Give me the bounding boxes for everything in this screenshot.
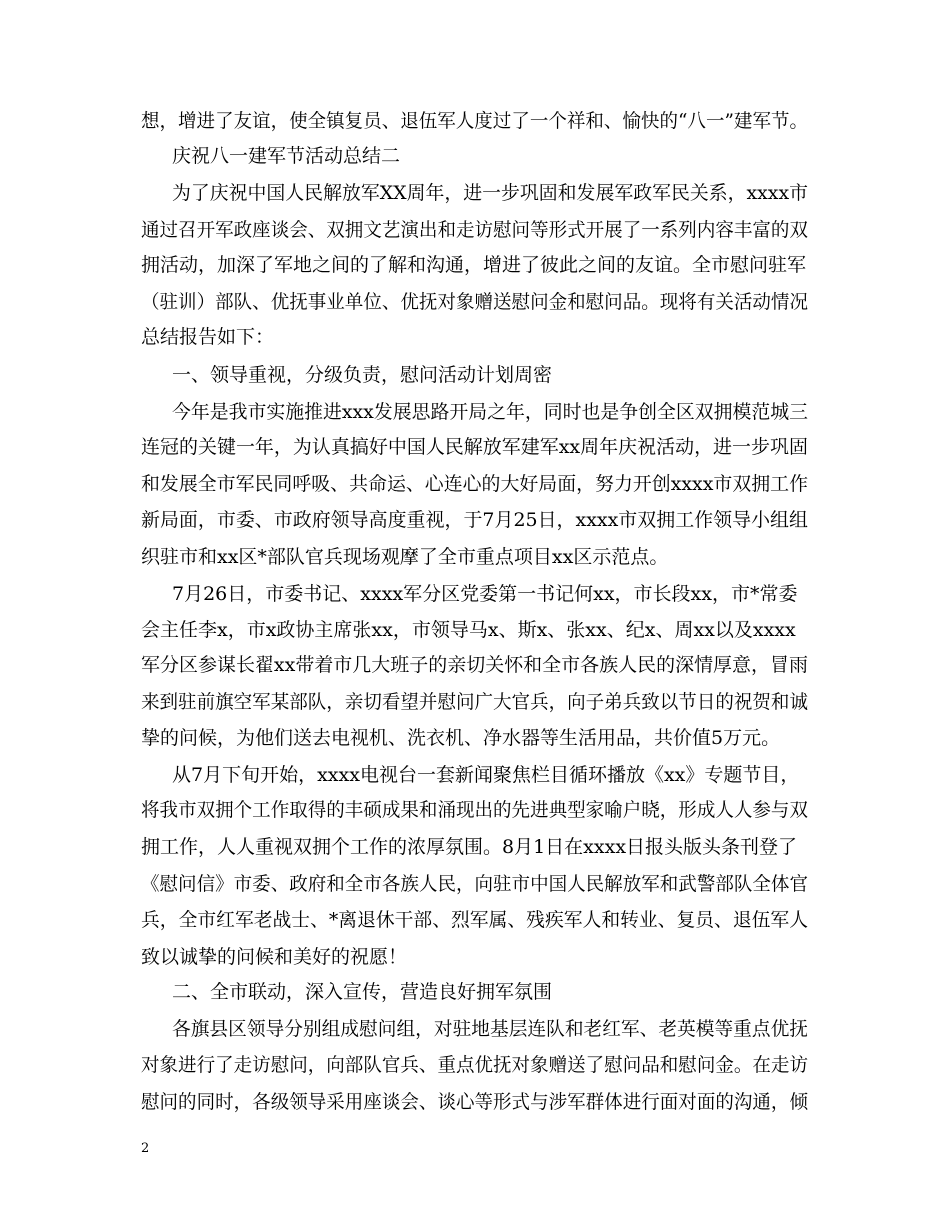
text-line: 致以诚挚的问候和美好的祝愿！: [141, 946, 408, 968]
text-line: 连冠的关键一年，为认真搞好中国人民解放军建军xx周年庆祝活动，进一步巩固: [141, 436, 808, 458]
text-line: 7月26日，市委书记、xxxx军分区党委第一书记何xx，市长段xx，市*常委: [172, 583, 798, 605]
text-line: 军分区参谋长翟xx带着市几大班子的亲切关怀和全市各族人民的深情厚意，冒雨: [141, 654, 808, 676]
text-line: 慰问的同时，各级领导采用座谈会、谈心等形式与涉军群体进行面对面的沟通，倾: [141, 1091, 808, 1113]
text-line: （驻训）部队、优抚事业单位、优抚对象赠送慰问金和慰问品。现将有关活动情况: [141, 291, 808, 313]
text-line: 一、领导重视，分级负责，慰问活动计划周密: [172, 364, 553, 386]
text-line: 兵，全市红军老战士、*离退休干部、烈军属、残疾军人和转业、复员、退伍军人: [141, 909, 808, 931]
text-line: 拥活动，加深了军地之间的了解和沟通，增进了彼此之间的友谊。全市慰问驻军: [141, 254, 807, 276]
text-line: 会主任李x，市x政协主席张xx，市领导马x、斯x、张xx、纪x、周xx以及xxxx: [141, 619, 796, 641]
text-line: 为了庆祝中国人民解放军XX周年，进一步巩固和发展军政军民关系，xxxx市: [172, 182, 808, 204]
text-line: 想，增进了友谊，使全镇复员、退伍军人度过了一个祥和、愉快的“八一”建军节。: [141, 110, 808, 132]
text-line: 从7月下旬开始，xxxx电视台一套新闻聚焦栏目循环播放《xx》专题节目，: [172, 764, 800, 786]
text-line: 今年是我市实施推进xxx发展思路开局之年，同时也是争创全区双拥模范城三: [172, 401, 808, 423]
page-number: 2: [141, 1141, 150, 1156]
text-line: 挚的问候，为他们送去电视机、洗衣机、净水器等生活用品，共价值5万元。: [141, 727, 781, 749]
text-line: 和发展全市军民同呼吸、共命运、心连心的大好局面，努力开创xxxx市双拥工作: [141, 473, 808, 495]
text-line: 庆祝八一建军节活动总结二: [172, 145, 401, 167]
text-line: 将我市双拥个工作取得的丰硕成果和涌现出的先进典型家喻户晓，形成人人参与双: [141, 799, 808, 821]
text-line: 《慰问信》市委、政府和全市各族人民，向驻市中国人民解放军和武警部队全体官: [141, 873, 808, 895]
text-line: 新局面，市委、市政府领导高度重视，于7月25日，xxxx市双拥工作领导小组组: [141, 509, 808, 531]
text-line: 来到驻前旗空军某部队，亲切看望并慰问广大官兵，向子弟兵致以节日的祝贺和诚: [141, 691, 808, 713]
text-line: 各旗县区领导分别组成慰问组，对驻地基层连队和老红军、老英模等重点优抚: [172, 1018, 808, 1040]
text-line: 拥工作，人人重视双拥个工作的浓厚氛围。8月1日在xxxx日报头版头条刊登了: [141, 836, 798, 858]
text-line: 二、全市联动，深入宣传，营造良好拥军氛围: [172, 981, 553, 1003]
text-line: 对象进行了走访慰问，向部队官兵、重点优抚对象赠送了慰问品和慰问金。在走访: [141, 1054, 808, 1076]
text-line: 通过召开军政座谈会、双拥文艺演出和走访慰问等形式开展了一系列内容丰富的双: [141, 219, 808, 241]
text-line: 总结报告如下：: [141, 326, 275, 348]
text-line: 织驻市和xx区*部队官兵现场观摩了全市重点项目xx区示范点。: [141, 546, 669, 568]
